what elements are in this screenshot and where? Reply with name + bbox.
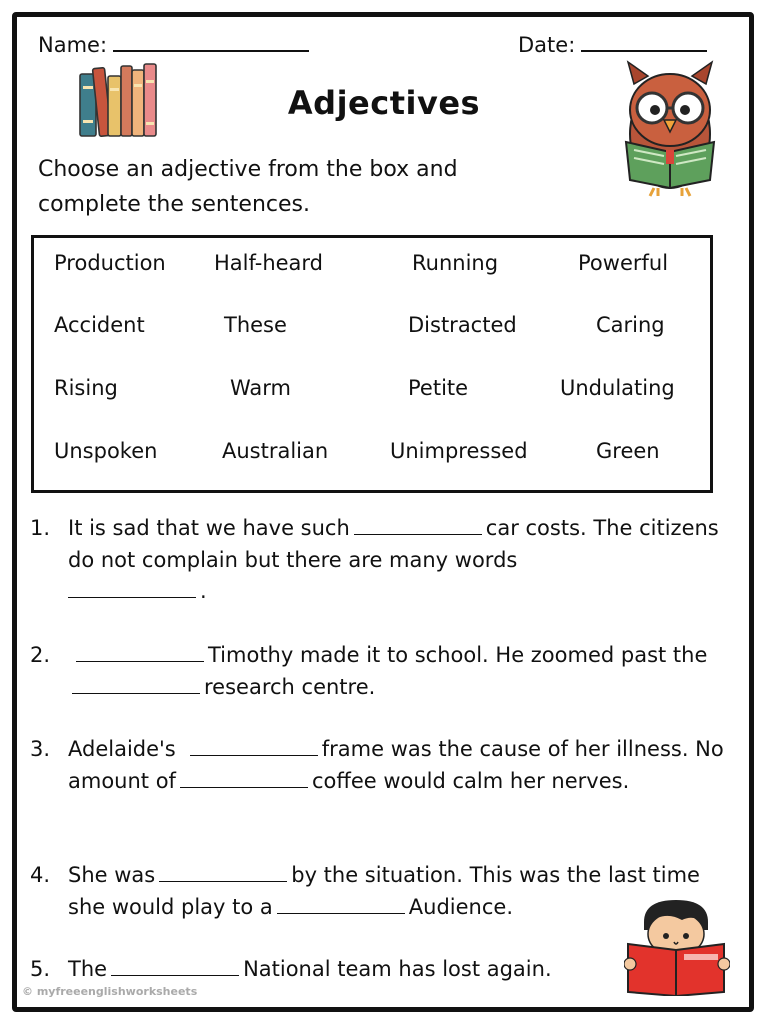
- name-label: Name:: [38, 33, 108, 57]
- question-text: [68, 734, 728, 797]
- date-label: Date:: [518, 33, 576, 57]
- word-item: Caring: [596, 313, 665, 337]
- word-item: Unspoken: [54, 439, 158, 463]
- question-text-part: car costs. The citizens do not complain but there are many words: [68, 516, 719, 572]
- question-text-part: She was: [68, 863, 156, 887]
- word-item: Accident: [54, 313, 145, 337]
- name-field: [38, 30, 309, 57]
- word-item: Australian: [222, 439, 329, 463]
- answer-blank[interactable]: [76, 643, 204, 662]
- question-number: 1.: [30, 516, 51, 540]
- answer-blank[interactable]: [277, 895, 405, 914]
- question-text-part: Timothy made it to school. He zoomed past the: [208, 643, 708, 667]
- answer-blank[interactable]: [111, 957, 239, 976]
- answer-blank[interactable]: [68, 579, 196, 598]
- date-line[interactable]: [581, 30, 707, 52]
- word-item: Running: [412, 251, 499, 275]
- word-item: Green: [596, 439, 660, 463]
- word-item: Rising: [54, 376, 118, 400]
- answer-blank[interactable]: [354, 516, 482, 535]
- question-text: [68, 640, 728, 703]
- date-field: [518, 30, 707, 57]
- owl-reading-icon: [618, 54, 722, 198]
- question-number: 3.: [30, 737, 51, 761]
- question-text-part: It is sad that we have such: [68, 516, 350, 540]
- adjective-word-box: [31, 235, 713, 493]
- word-item: Undulating: [560, 376, 675, 400]
- question-text-part: The: [68, 957, 108, 981]
- name-line[interactable]: [113, 30, 309, 52]
- word-item: Unimpressed: [390, 439, 528, 463]
- answer-blank[interactable]: [72, 675, 200, 694]
- word-item: Petite: [408, 376, 469, 400]
- answer-blank[interactable]: [159, 863, 287, 882]
- word-item: Warm: [230, 376, 292, 400]
- word-item: Production: [54, 251, 166, 275]
- question-text-part: National team has lost again.: [243, 957, 552, 981]
- question-text-part: Adelaide's: [68, 737, 176, 761]
- copyright-watermark: © myfreeenglishworksheets: [22, 985, 198, 998]
- word-item: Distracted: [408, 313, 517, 337]
- word-item: Powerful: [578, 251, 669, 275]
- question-number: 5.: [30, 957, 51, 981]
- question-text-part: .: [200, 579, 207, 603]
- question-text: [68, 513, 728, 608]
- question-text-part: by the situation. This was the last time she would play to a: [68, 863, 700, 919]
- instructions: Choose an adjective from the box and complete the sentences.: [38, 157, 458, 217]
- boy-reading-icon: [624, 896, 730, 996]
- answer-blank[interactable]: [180, 769, 308, 788]
- question-number: 4.: [30, 863, 51, 887]
- word-item: These: [224, 313, 287, 337]
- question-text-part: research centre.: [204, 674, 376, 699]
- question-number: 2.: [30, 643, 51, 667]
- page-title: Adjectives: [287, 84, 481, 122]
- question-text-part: Audience.: [408, 894, 513, 919]
- question-text-part: coffee would calm her nerves.: [311, 768, 630, 793]
- question-text-part: frame was the cause of her illness. No amount of: [68, 737, 724, 793]
- word-item: Half-heard: [214, 251, 324, 275]
- answer-blank[interactable]: [190, 737, 318, 756]
